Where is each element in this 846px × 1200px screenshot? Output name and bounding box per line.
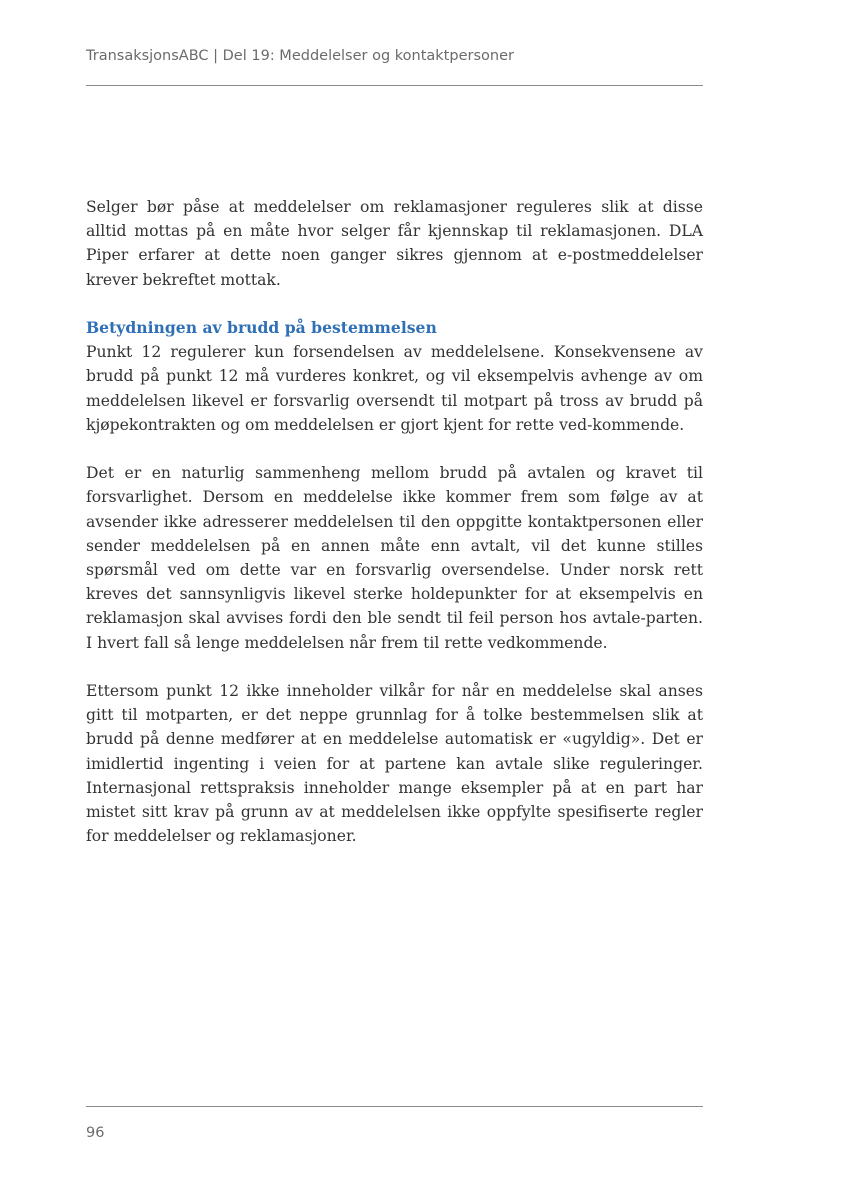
footer-divider	[86, 1106, 703, 1107]
header-divider	[86, 85, 703, 86]
page-body	[86, 195, 703, 873]
body-paragraph-1: Selger bør påse at meddelelser om reklamasjoner reguleres slik at disse alltid mottas på en måte hvor selger får kjennskap til reklamasjonen. DLA Piper erfarer at dette noen ganger sikres gjennom at e-postmeddelelser krever bekreftet mottak.	[86, 198, 703, 289]
body-paragraph-3: Det er en naturlig sammenheng mellom brudd på avtalen og kravet til forsvarlighet. Dersom en meddelelse ikke kommer frem som følge av at avsender ikke adresserer meddelelsen til den oppgitte kontaktpersonen eller sender meddelelsen på en annen måte enn avtalt, vil det kunne stilles spørsmål ved om dette var en forsvarlig oversendelse. Under norsk rett kreves det sannsynligvis likevel sterke holdepunkter for at eksempelvis en reklamasjon skal avvises fordi den ble sendt til feil person hos avtale-parten. I hvert fall så lenge meddelelsen når frem til rette vedkommende.	[86, 464, 703, 652]
body-paragraph-2: Punkt 12 regulerer kun forsendelsen av meddelelsene. Konsekvensene av brudd på punkt 12 må vurderes konkret, og vil eksempelvis avhenge av om meddelelsen likevel er forsvarlig oversendt til motpart på tross av brudd på kjøpekontrakten og om meddelelsen er gjort kjent for rette ved-kommende.	[86, 343, 703, 434]
running-header-title: TransaksjonsABC | Del 19: Meddelelser og kontaktpersoner	[86, 48, 514, 64]
section-heading: Betydningen av brudd på bestemmelsen	[86, 318, 437, 337]
body-paragraph-4: Ettersom punkt 12 ikke inneholder vilkår for når en meddelelse skal anses gitt til motparten, er det neppe grunnlag for å tolke bestemmelsen slik at brudd på denne medfører at en meddelelse automatisk er «ugyldig». Det er imidlertid ingenting i veien for at partene kan avtale slike reguleringer. Internasjonal rettspraksis inneholder mange eksempler på at en part har mistet sitt krav på grunn av at meddelelsen ikke oppfylte spesifiserte regler for meddelelser og reklamasjoner.	[86, 682, 703, 846]
page-number: 96	[86, 1125, 105, 1141]
